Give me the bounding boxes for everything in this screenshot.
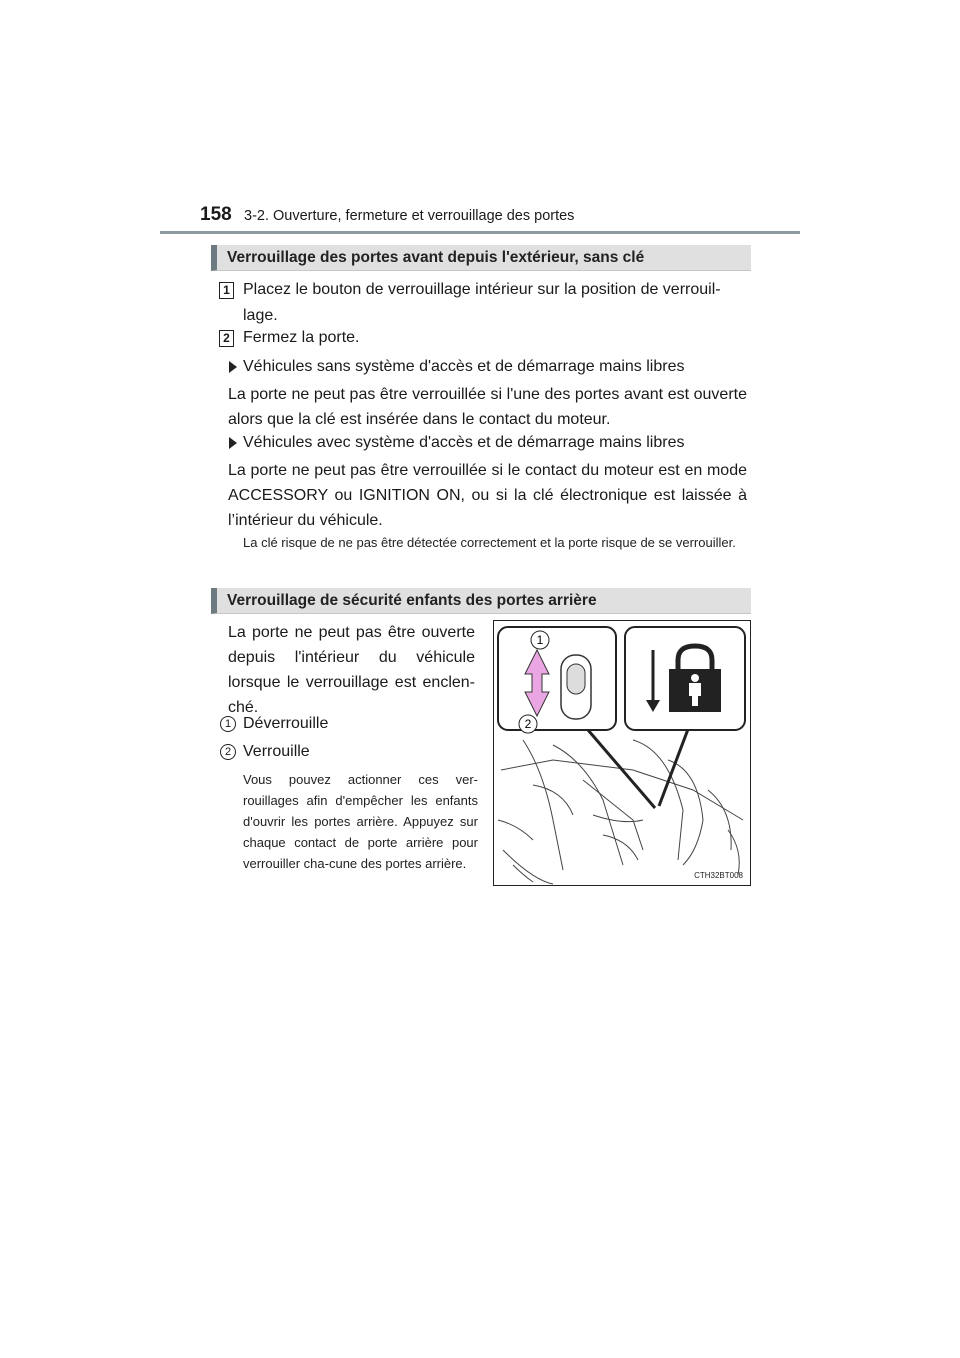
header-rule bbox=[160, 231, 800, 234]
item-lock-label: Verrouille bbox=[243, 743, 310, 760]
bullet-triangle-icon bbox=[229, 437, 237, 449]
section-heading-child-lock bbox=[211, 588, 751, 614]
section-title: Verrouillage de sécurité enfants des portes arrière bbox=[227, 592, 597, 609]
child-lock-illustration bbox=[493, 620, 751, 886]
chapter-title: 3-2. Ouverture, fermeture et verrouillage des portes bbox=[244, 208, 575, 224]
note-text: La clé risque de ne pas être détectée correctement et la porte risque de se verrouiller. bbox=[243, 535, 736, 550]
case-text: La porte ne peut pas être verrouillée si l'une des portes avant est ouverte alors que la clé est insérée dans le contact du moteur. bbox=[228, 386, 747, 428]
illustration-svg bbox=[493, 620, 751, 886]
item-number-circle: 1 bbox=[220, 716, 236, 732]
callout-2-label: 2 bbox=[524, 717, 532, 731]
step-2-text: Fermez la porte. bbox=[243, 329, 360, 346]
item-unlock-label: Déverrouille bbox=[243, 715, 329, 732]
case-text: La porte ne peut pas être verrouillée si le contact du moteur est en mode ACCESSORY ou IGNITION ON, ou si la clé électronique est laissée à l’intérieur du véhicule. bbox=[228, 462, 747, 529]
bullet-triangle-icon bbox=[229, 361, 237, 373]
step-number-box: 2 bbox=[219, 330, 234, 347]
section-heading-front-doors bbox=[211, 245, 751, 271]
callout-1-label: 1 bbox=[536, 633, 544, 647]
page-number: 158 bbox=[200, 204, 232, 225]
child-lock-note: Vous pouvez actionner ces ver-rouillages afin d'empêcher les enfants d'ouvrir les portes arrière. Appuyez sur chaque contact de porte arrière pour verrouiller cha-cune des portes arrière. bbox=[243, 772, 478, 871]
switch-inset bbox=[498, 627, 616, 730]
step-1-continuation: lage. bbox=[243, 307, 278, 324]
lock-switch-knob bbox=[567, 664, 585, 694]
case-heading: Véhicules avec système d'accès et de démarrage mains libres bbox=[243, 434, 685, 451]
item-number-circle: 2 bbox=[220, 744, 236, 760]
figure-code: CTH32BT008 bbox=[694, 871, 743, 880]
step-number-box: 1 bbox=[219, 282, 234, 299]
step-1-text bbox=[243, 278, 753, 302]
step-1-line: Placez le bouton de verrouillage intérieur sur la position de verrouil- bbox=[243, 281, 721, 298]
section-title: Verrouillage des portes avant depuis l'extérieur, sans clé bbox=[227, 249, 645, 266]
case-heading: Véhicules sans système d'accès et de démarrage mains libres bbox=[243, 358, 685, 375]
child-lock-intro: La porte ne peut pas être ouverte depuis l'intérieur du véhicule lorsque le verrouillage est enclen-ché. bbox=[228, 624, 475, 716]
